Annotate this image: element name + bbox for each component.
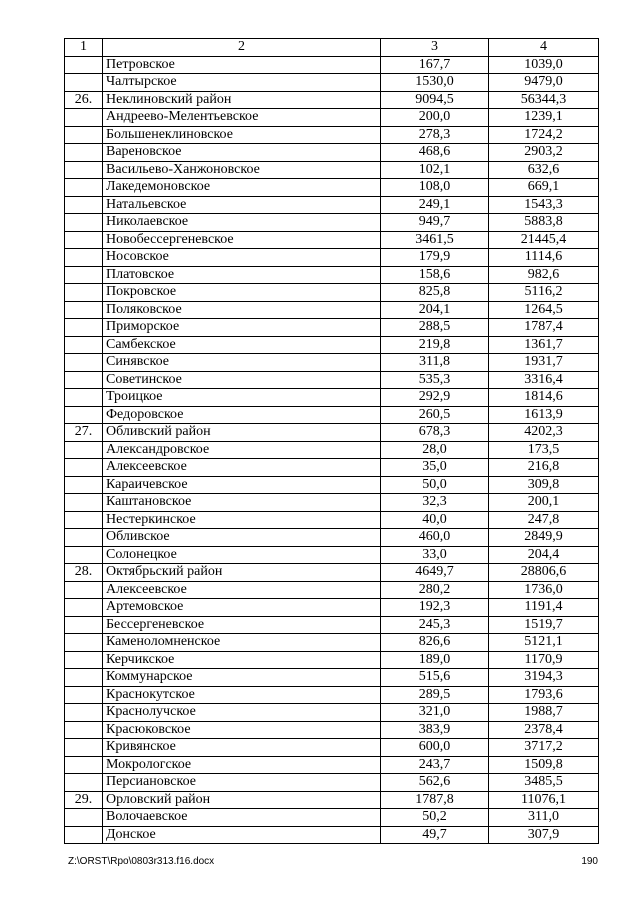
row-col4-cell: 632,6 (489, 161, 599, 179)
row-index-cell: 27. (65, 424, 103, 442)
row-index-cell (65, 476, 103, 494)
row-index-cell (65, 266, 103, 284)
table-row (65, 529, 599, 547)
row-col4-cell: 307,9 (489, 826, 599, 844)
row-index-cell (65, 634, 103, 652)
row-col4-cell: 5116,2 (489, 284, 599, 302)
row-index-cell (65, 686, 103, 704)
row-col4-cell: 28806,6 (489, 564, 599, 582)
row-col4-cell: 3194,3 (489, 669, 599, 687)
row-index-cell (65, 284, 103, 302)
row-name-cell: Троицкое (103, 389, 381, 407)
row-index-cell (65, 494, 103, 512)
table-body (65, 39, 599, 844)
table-row (65, 704, 599, 722)
row-index-cell (65, 669, 103, 687)
table-row (65, 476, 599, 494)
row-col4-cell: 1988,7 (489, 704, 599, 722)
row-index-cell: 29. (65, 791, 103, 809)
row-col3-cell: 949,7 (381, 214, 489, 232)
row-name-cell: Алексеевское (103, 459, 381, 477)
table-row (65, 774, 599, 792)
row-col4-cell: 2903,2 (489, 144, 599, 162)
row-col3-cell: 562,6 (381, 774, 489, 792)
row-col3-cell: 219,8 (381, 336, 489, 354)
row-col4-cell: 21445,4 (489, 231, 599, 249)
row-col3-cell: 102,1 (381, 161, 489, 179)
row-col3-cell: 179,9 (381, 249, 489, 267)
row-name-cell: Александровское (103, 441, 381, 459)
row-col4-cell: 200,1 (489, 494, 599, 512)
row-col3-cell: 35,0 (381, 459, 489, 477)
row-col3-cell: 292,9 (381, 389, 489, 407)
row-name-cell: Каштановское (103, 494, 381, 512)
row-name-cell: Солонецкое (103, 546, 381, 564)
row-name-cell: Кривянское (103, 739, 381, 757)
row-col3-cell: 40,0 (381, 511, 489, 529)
row-index-cell (65, 109, 103, 127)
row-name-cell: Поляковское (103, 301, 381, 319)
row-name-cell: Нестеркинское (103, 511, 381, 529)
row-col3-cell: 1787,8 (381, 791, 489, 809)
row-name-cell: Каменоломненское (103, 634, 381, 652)
table-row (65, 179, 599, 197)
row-name-cell: Обливский район (103, 424, 381, 442)
row-col3-cell: 33,0 (381, 546, 489, 564)
row-col3-cell: 243,7 (381, 756, 489, 774)
row-col4-cell: 5121,1 (489, 634, 599, 652)
row-name-cell: Самбекское (103, 336, 381, 354)
table-row (65, 791, 599, 809)
row-name-cell: Натальевское (103, 196, 381, 214)
row-col4-cell: 1509,8 (489, 756, 599, 774)
table-row (65, 616, 599, 634)
table-row (65, 249, 599, 267)
row-col4-cell: 56344,3 (489, 91, 599, 109)
row-index-cell (65, 599, 103, 617)
row-name-cell: Октябрьский район (103, 564, 381, 582)
row-col4-cell: 247,8 (489, 511, 599, 529)
footer-file-path: Z:\ORST\Rpo\0803r313.f16.docx (68, 856, 215, 867)
row-index-cell (65, 739, 103, 757)
row-col4-cell: 1793,6 (489, 686, 599, 704)
row-col4-cell: 9479,0 (489, 74, 599, 92)
row-index-cell (65, 336, 103, 354)
row-name-cell: Коммунарское (103, 669, 381, 687)
header-cell-1: 1 (65, 39, 103, 57)
row-index-cell (65, 441, 103, 459)
row-col4-cell: 1787,4 (489, 319, 599, 337)
row-name-cell: Мокрологское (103, 756, 381, 774)
row-col4-cell: 1114,6 (489, 249, 599, 267)
row-col3-cell: 108,0 (381, 179, 489, 197)
table-row (65, 669, 599, 687)
row-name-cell: Покровское (103, 284, 381, 302)
row-col3-cell: 260,5 (381, 406, 489, 424)
row-name-cell: Носовское (103, 249, 381, 267)
row-index-cell (65, 616, 103, 634)
table-row (65, 546, 599, 564)
row-name-cell: Васильево-Ханжоновское (103, 161, 381, 179)
row-col4-cell: 4202,3 (489, 424, 599, 442)
row-col4-cell: 204,4 (489, 546, 599, 564)
table-row (65, 196, 599, 214)
row-col3-cell: 158,6 (381, 266, 489, 284)
row-index-cell (65, 231, 103, 249)
table-row (65, 494, 599, 512)
row-col3-cell: 289,5 (381, 686, 489, 704)
table-row (65, 686, 599, 704)
row-col4-cell: 173,5 (489, 441, 599, 459)
row-name-cell: Неклиновский район (103, 91, 381, 109)
row-col4-cell: 309,8 (489, 476, 599, 494)
row-index-cell (65, 161, 103, 179)
table-row (65, 74, 599, 92)
row-index-cell (65, 826, 103, 844)
row-index-cell (65, 214, 103, 232)
row-name-cell: Петровское (103, 56, 381, 74)
row-col3-cell: 460,0 (381, 529, 489, 547)
row-col3-cell: 825,8 (381, 284, 489, 302)
row-index-cell (65, 774, 103, 792)
row-index-cell (65, 354, 103, 372)
row-name-cell: Орловский район (103, 791, 381, 809)
row-name-cell: Донское (103, 826, 381, 844)
table-row (65, 739, 599, 757)
row-col4-cell: 1361,7 (489, 336, 599, 354)
row-name-cell: Краснолучское (103, 704, 381, 722)
row-col3-cell: 278,3 (381, 126, 489, 144)
row-name-cell: Волочаевское (103, 809, 381, 827)
row-index-cell: 26. (65, 91, 103, 109)
row-col3-cell: 9094,5 (381, 91, 489, 109)
row-col4-cell: 3485,5 (489, 774, 599, 792)
table-row (65, 424, 599, 442)
table-header-row (65, 39, 599, 57)
row-name-cell: Большенеклиновское (103, 126, 381, 144)
row-col3-cell: 678,3 (381, 424, 489, 442)
row-col4-cell: 1543,3 (489, 196, 599, 214)
table-row (65, 91, 599, 109)
row-index-cell (65, 144, 103, 162)
row-name-cell: Вареновское (103, 144, 381, 162)
row-name-cell: Советинское (103, 371, 381, 389)
row-name-cell: Чалтырское (103, 74, 381, 92)
row-col4-cell: 1519,7 (489, 616, 599, 634)
row-col3-cell: 600,0 (381, 739, 489, 757)
header-cell-3: 3 (381, 39, 489, 57)
table-row (65, 756, 599, 774)
table-row (65, 511, 599, 529)
row-index-cell (65, 459, 103, 477)
row-col3-cell: 321,0 (381, 704, 489, 722)
table-row (65, 599, 599, 617)
row-index-cell: 28. (65, 564, 103, 582)
row-index-cell (65, 581, 103, 599)
row-index-cell (65, 371, 103, 389)
row-name-cell: Приморское (103, 319, 381, 337)
table-row (65, 809, 599, 827)
row-col4-cell: 1736,0 (489, 581, 599, 599)
row-name-cell: Краснокутское (103, 686, 381, 704)
row-col4-cell: 1613,9 (489, 406, 599, 424)
row-name-cell: Артемовское (103, 599, 381, 617)
row-col3-cell: 249,1 (381, 196, 489, 214)
table-row (65, 161, 599, 179)
row-col3-cell: 200,0 (381, 109, 489, 127)
row-col4-cell: 5883,8 (489, 214, 599, 232)
row-col3-cell: 204,1 (381, 301, 489, 319)
row-col3-cell: 826,6 (381, 634, 489, 652)
row-col3-cell: 383,9 (381, 721, 489, 739)
table-row (65, 319, 599, 337)
row-col4-cell: 3316,4 (489, 371, 599, 389)
row-index-cell (65, 196, 103, 214)
header-cell-4: 4 (489, 39, 599, 57)
row-col3-cell: 192,3 (381, 599, 489, 617)
row-name-cell: Новобессергеневское (103, 231, 381, 249)
row-col3-cell: 50,0 (381, 476, 489, 494)
row-col3-cell: 280,2 (381, 581, 489, 599)
row-col3-cell: 32,3 (381, 494, 489, 512)
row-name-cell: Красюковское (103, 721, 381, 739)
row-col4-cell: 311,0 (489, 809, 599, 827)
row-col4-cell: 1239,1 (489, 109, 599, 127)
table-row (65, 266, 599, 284)
row-name-cell: Платовское (103, 266, 381, 284)
row-col4-cell: 11076,1 (489, 791, 599, 809)
table-row (65, 126, 599, 144)
row-name-cell: Персиановское (103, 774, 381, 792)
row-col3-cell: 167,7 (381, 56, 489, 74)
row-col4-cell: 216,8 (489, 459, 599, 477)
row-name-cell: Алексеевское (103, 581, 381, 599)
row-col4-cell: 2378,4 (489, 721, 599, 739)
table-row (65, 406, 599, 424)
row-index-cell (65, 756, 103, 774)
row-col4-cell: 1814,6 (489, 389, 599, 407)
row-index-cell (65, 721, 103, 739)
row-col4-cell: 1191,4 (489, 599, 599, 617)
footer-page-number: 190 (581, 856, 598, 867)
row-index-cell (65, 301, 103, 319)
row-index-cell (65, 179, 103, 197)
table-row (65, 109, 599, 127)
row-index-cell (65, 511, 103, 529)
row-col3-cell: 189,0 (381, 651, 489, 669)
row-col3-cell: 535,3 (381, 371, 489, 389)
row-index-cell (65, 406, 103, 424)
row-index-cell (65, 319, 103, 337)
row-col4-cell: 1170,9 (489, 651, 599, 669)
table-row (65, 371, 599, 389)
row-index-cell (65, 74, 103, 92)
row-name-cell: Керчикское (103, 651, 381, 669)
table-row (65, 721, 599, 739)
row-index-cell (65, 529, 103, 547)
table-row (65, 564, 599, 582)
header-cell-2: 2 (103, 39, 381, 57)
table-row (65, 144, 599, 162)
row-col4-cell: 669,1 (489, 179, 599, 197)
row-col4-cell: 1264,5 (489, 301, 599, 319)
row-col3-cell: 515,6 (381, 669, 489, 687)
row-col4-cell: 982,6 (489, 266, 599, 284)
table-row (65, 826, 599, 844)
table-row (65, 389, 599, 407)
row-col4-cell: 2849,9 (489, 529, 599, 547)
table-row (65, 284, 599, 302)
row-index-cell (65, 389, 103, 407)
row-index-cell (65, 809, 103, 827)
table-row (65, 214, 599, 232)
table-row (65, 651, 599, 669)
row-index-cell (65, 56, 103, 74)
table-row (65, 441, 599, 459)
row-index-cell (65, 126, 103, 144)
row-index-cell (65, 651, 103, 669)
row-name-cell: Бессергеневское (103, 616, 381, 634)
row-col3-cell: 28,0 (381, 441, 489, 459)
row-col3-cell: 4649,7 (381, 564, 489, 582)
row-name-cell: Андреево-Мелентьевское (103, 109, 381, 127)
row-col3-cell: 288,5 (381, 319, 489, 337)
table-row (65, 634, 599, 652)
table-row (65, 354, 599, 372)
row-col3-cell: 1530,0 (381, 74, 489, 92)
data-table (64, 38, 599, 844)
row-col3-cell: 50,2 (381, 809, 489, 827)
table-row (65, 459, 599, 477)
row-name-cell: Синявское (103, 354, 381, 372)
row-col3-cell: 49,7 (381, 826, 489, 844)
row-index-cell (65, 249, 103, 267)
table-row (65, 581, 599, 599)
row-col4-cell: 1724,2 (489, 126, 599, 144)
row-col3-cell: 245,3 (381, 616, 489, 634)
row-col4-cell: 3717,2 (489, 739, 599, 757)
row-col3-cell: 468,6 (381, 144, 489, 162)
row-index-cell (65, 704, 103, 722)
row-name-cell: Федоровское (103, 406, 381, 424)
row-index-cell (65, 546, 103, 564)
table-row (65, 56, 599, 74)
row-name-cell: Лакедемоновское (103, 179, 381, 197)
table-row (65, 231, 599, 249)
row-col4-cell: 1039,0 (489, 56, 599, 74)
row-name-cell: Караичевское (103, 476, 381, 494)
table-row (65, 336, 599, 354)
row-col4-cell: 1931,7 (489, 354, 599, 372)
row-col3-cell: 311,8 (381, 354, 489, 372)
table-row (65, 301, 599, 319)
row-name-cell: Обливское (103, 529, 381, 547)
row-name-cell: Николаевское (103, 214, 381, 232)
row-col3-cell: 3461,5 (381, 231, 489, 249)
